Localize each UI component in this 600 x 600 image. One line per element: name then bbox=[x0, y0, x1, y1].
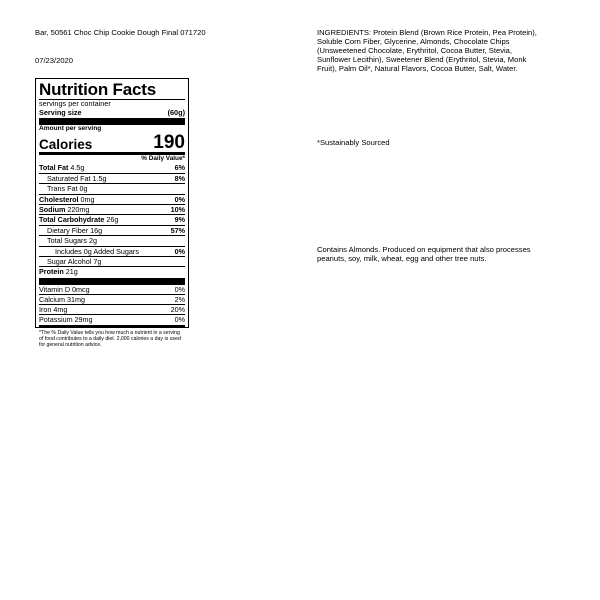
nutrient-row bbox=[39, 246, 185, 256]
nutrient-label bbox=[39, 205, 89, 214]
nutrient-amount: Saturated Fat 1.5g bbox=[47, 173, 107, 183]
nutrient-daily-value: 0% bbox=[174, 194, 185, 204]
nutrient-row bbox=[39, 225, 185, 235]
nutrient-label bbox=[39, 195, 95, 204]
nutrient-name: Cholesterol bbox=[39, 194, 79, 204]
nutrient-name: Total Fat bbox=[39, 163, 69, 173]
nutrition-facts-panel bbox=[35, 78, 189, 349]
nutrient-amount: Total Sugars 2g bbox=[47, 236, 97, 246]
nutrient-label bbox=[39, 247, 139, 256]
nutrient-label bbox=[39, 257, 101, 266]
nutrient-rows bbox=[39, 163, 185, 276]
vitamin-daily-value: 20% bbox=[170, 305, 185, 315]
document-title: Bar, 50561 Choc Chip Cookie Dough Final 071720 bbox=[35, 28, 206, 37]
nutrient-amount: 4.5g bbox=[68, 163, 85, 173]
nutrient-amount: 21g bbox=[63, 267, 78, 277]
nutrient-row bbox=[39, 204, 185, 214]
nutrient-name: Protein bbox=[39, 267, 64, 277]
vitamin-daily-value: 2% bbox=[174, 295, 185, 305]
vitamin-rows bbox=[39, 285, 185, 325]
nutrient-label bbox=[39, 163, 84, 172]
nutrient-row bbox=[39, 235, 185, 245]
nutrient-row bbox=[39, 256, 185, 266]
daily-value-header: % Daily Value* bbox=[141, 155, 185, 163]
calories-label: Calories bbox=[39, 137, 93, 153]
servings-per-container: servings per container bbox=[39, 99, 111, 108]
calories-value: 190 bbox=[153, 132, 185, 154]
vitamin-row bbox=[39, 304, 185, 314]
nutrient-row bbox=[39, 173, 185, 183]
nutrient-amount: 220mg bbox=[65, 205, 90, 215]
nutrient-daily-value: 0% bbox=[174, 246, 185, 256]
vitamin-row bbox=[39, 314, 185, 324]
nutrient-label bbox=[39, 215, 118, 224]
nutrition-facts-title: Nutrition Facts bbox=[39, 80, 156, 99]
nutrient-row bbox=[39, 163, 185, 172]
serving-size-row bbox=[39, 109, 185, 118]
nutrient-label bbox=[39, 267, 78, 276]
nutrient-label bbox=[39, 174, 107, 183]
vitamin-daily-value: 0% bbox=[174, 284, 185, 294]
serving-size-label: Serving size bbox=[39, 107, 82, 117]
vitamin-label: Calcium 31mg bbox=[39, 295, 85, 305]
nutrient-name: Total Carbohydrate bbox=[39, 215, 105, 225]
nutrient-amount: 0mg bbox=[78, 194, 95, 204]
nutrient-row bbox=[39, 266, 185, 276]
sustainably-sourced-note: *Sustainably Sourced bbox=[317, 138, 390, 147]
nutrient-daily-value: 8% bbox=[174, 173, 185, 183]
nutrient-label bbox=[39, 226, 102, 235]
vitamin-row bbox=[39, 285, 185, 294]
nutrient-amount: Dietary Fiber 16g bbox=[47, 225, 103, 235]
vitamin-label: Vitamin D 0mcg bbox=[39, 284, 90, 294]
vitamin-daily-value: 0% bbox=[174, 315, 185, 325]
nutrient-daily-value: 6% bbox=[174, 163, 185, 173]
vitamin-label: Potassium 29mg bbox=[39, 315, 93, 325]
nutrient-label bbox=[39, 184, 87, 193]
nutrient-daily-value: 10% bbox=[170, 205, 185, 215]
nutrient-amount: Trans Fat 0g bbox=[47, 184, 88, 194]
nutrient-amount: 26g bbox=[104, 215, 119, 225]
nutrient-amount: Sugar Alcohol 7g bbox=[47, 257, 102, 267]
nutrient-amount: Includes 0g Added Sugars bbox=[55, 246, 139, 256]
nutrient-row bbox=[39, 194, 185, 204]
nutrient-daily-value: 57% bbox=[170, 225, 185, 235]
serving-size-value: (60g) bbox=[167, 107, 185, 117]
vitamin-row bbox=[39, 294, 185, 304]
amount-per-serving: Amount per serving bbox=[39, 125, 102, 133]
daily-value-footnote: *The % Daily Value tells you how much a nutrient in a serving of food contributes to a daily diet. 2,000 calories a day is used for general nutrition advice. bbox=[39, 325, 185, 349]
document-date: 07/23/2020 bbox=[35, 56, 74, 65]
nutrient-label bbox=[39, 236, 97, 245]
calories-row bbox=[39, 133, 185, 152]
ingredients-text: INGREDIENTS: Protein Blend (Brown Rice Protein, Pea Protein), Soluble Corn Fiber, Glycerine, Almonds, Chocolate Chips (Unsweetened Chocolate, Erythritol, Cocoa Butter, Stevia, Sunflower Lecithin), Sweetener Blend (Erythritol, Stevia, Monk Fruit), Palm Oil*, Natural Flavors, Cocoa Butter, Salt, Water. bbox=[317, 28, 537, 73]
nutrient-daily-value: 9% bbox=[174, 215, 185, 225]
vitamin-label: Iron 4mg bbox=[39, 305, 68, 315]
nutrient-row bbox=[39, 214, 185, 224]
nutrient-name: Sodium bbox=[39, 205, 66, 215]
nutrient-row bbox=[39, 183, 185, 193]
allergen-statement: Contains Almonds. Produced on equipment that also processes peanuts, soy, milk, wheat, egg and other tree nuts. bbox=[317, 245, 531, 263]
